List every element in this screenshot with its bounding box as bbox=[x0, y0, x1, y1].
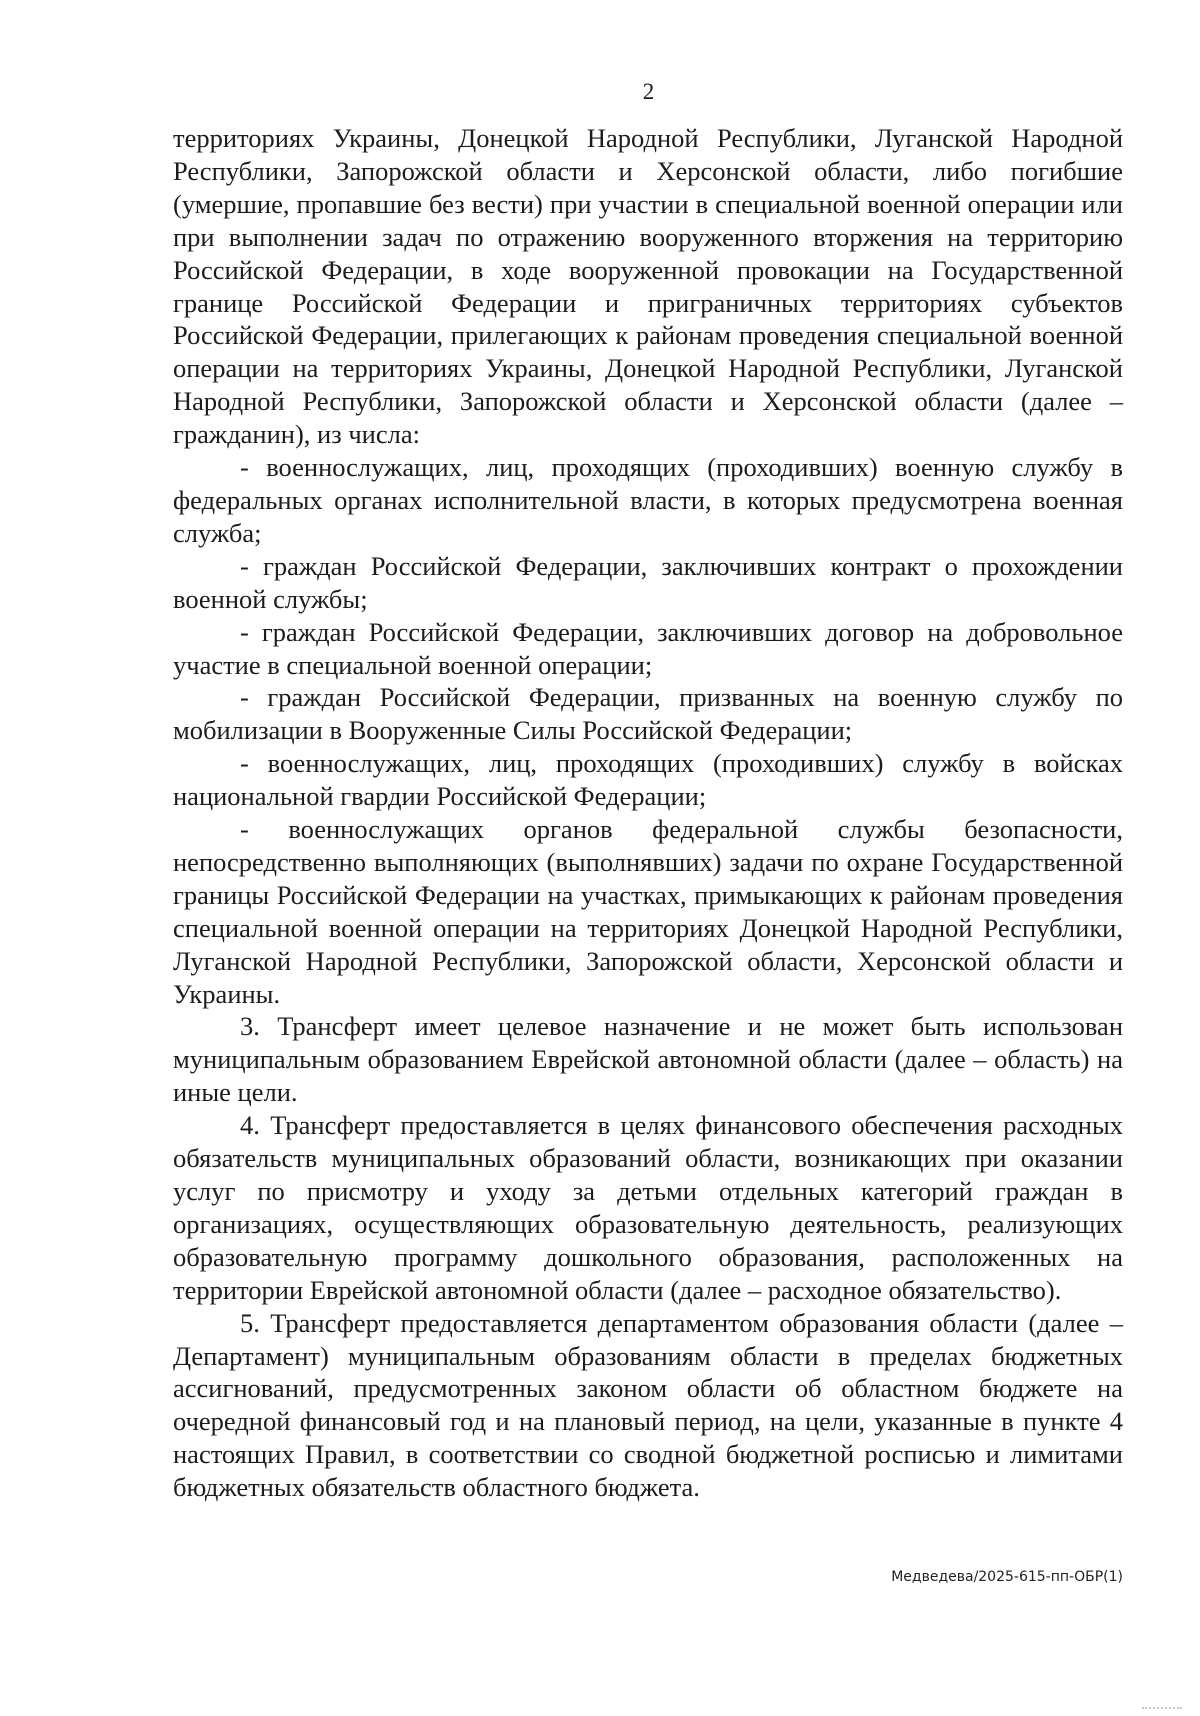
paragraph-continuation: территориях Украины, Донецкой Народной Республики, Луганской Народной Республики, Запорожской области и Херсонской области, либо погибшие (умершие, пропавшие без вести) при участии в специальной военной операции или при выполнении задач по отражению вооруженного вторжения на территорию Российской Федерации, в ходе вооруженной провокации на Государственной границе Российской Федерации и приграничных территориях субъектов Российской Федерации, прилегающих к районам проведения специальной военной операции на территориях Украины, Донецкой Народной Республики, Луганской Народной Республики, Запорожской области и Херсонской области (далее – гражданин), из числа: bbox=[173, 123, 1123, 450]
paragraph-item-3: 3. Трансферт имеет целевое назначение и не может быть использован муниципальным образованием Еврейской автономной области (далее – область) на иные цели. bbox=[173, 1011, 1123, 1108]
document-body bbox=[173, 122, 1123, 1504]
list-item-fsb-border-guard: - военнослужащих органов федеральной службы безопасности, непосредственно выполняющих (выполнявших) задачи по охране Государственной границы Российской Федерации на участках, примыкающих к районам проведения специальной военной операции на территориях Донецкой Народной Республики, Луганской Народной Республики, Запорожской области, Херсонской области и Украины. bbox=[173, 814, 1123, 1009]
list-item-mobilized-citizens: - граждан Российской Федерации, призванных на военную службу по мобилизации в Вооруженные Силы Российской Федерации; bbox=[173, 682, 1123, 746]
paragraph-item-5: 5. Трансферт предоставляется департаментом образования области (далее – Департамент) муниципальным образованиям области в пределах бюджетных ассигнований, предусмотренных законом области об областном бюджете на очередной финансовый год и на плановый период, на цели, указанные в пункте 4 настоящих Правил, в соответствии со сводной бюджетной росписью и лимитами бюджетных обязательств областного бюджета. bbox=[173, 1307, 1123, 1503]
list-item-volunteer-citizens: - граждан Российской Федерации, заключивших договор на добровольное участие в специальной военной операции; bbox=[173, 616, 1123, 680]
list-item-contract-citizens: - граждан Российской Федерации, заключивших контракт о прохождении военной службы; bbox=[173, 550, 1123, 614]
document-footer-code: Медведева/2025-615-пп-ОБР(1) bbox=[891, 1569, 1123, 1585]
page-number: 2 bbox=[642, 79, 655, 104]
list-item-national-guard: - военнослужащих, лиц, проходящих (проходивших) службу в войсках национальной гвардии Российской Федерации; bbox=[173, 748, 1123, 812]
scan-artifact bbox=[1142, 1707, 1182, 1712]
list-item-military-personnel: - военнослужащих, лиц, проходящих (проходивших) военную службу в федеральных органах исполнительной власти, в которых предусмотрена военная служба; bbox=[173, 452, 1123, 548]
paragraph-item-4: 4. Трансферт предоставляется в целях финансового обеспечения расходных обязательств муниципальных образований области, возникающих при оказании услуг по присмотру и уходу за детьми отдельных категорий граждан в организациях, осуществляющих образовательную деятельность, реализующих образовательную программу дошкольного образования, расположенных на территории Еврейской автономной области (далее – расходное обязательство). bbox=[173, 1110, 1123, 1305]
